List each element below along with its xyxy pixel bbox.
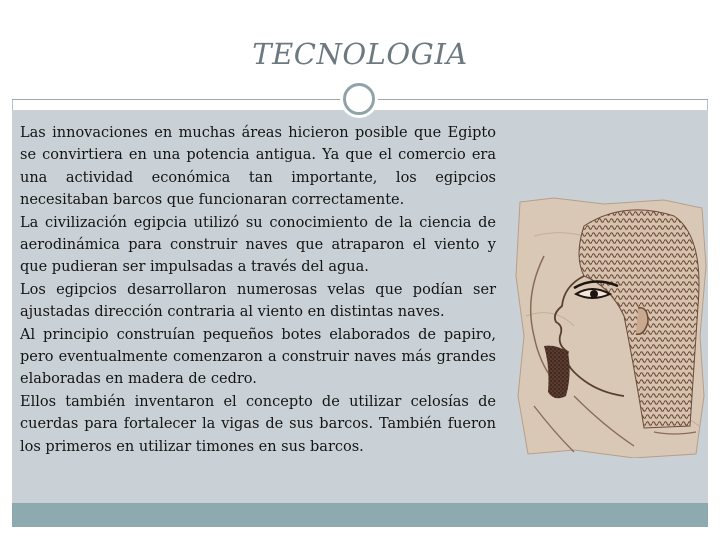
footer-band bbox=[12, 503, 708, 527]
egyptian-relief-image bbox=[514, 196, 708, 458]
paragraph-5: Ellos también inventaron el concepto de utilizar celosías de cuerdas para fortalecer la vigas de sus barcos. También fueron los primeros en utilizar timones en sus barcos. bbox=[20, 393, 496, 455]
circle-ornament-ring bbox=[343, 83, 375, 115]
paragraph-3: Los egipcios desarrollaron numerosas velas que podían ser ajustadas dirección contraria al viento en distintas naves. bbox=[20, 281, 496, 321]
title-divider-left bbox=[12, 99, 342, 100]
slide-title: TECNOLOGIA bbox=[252, 37, 468, 71]
title-divider-right bbox=[378, 99, 708, 100]
body-text bbox=[20, 122, 496, 458]
paragraph-2: La civilización egipcia utilizó su conocimiento de la ciencia de aerodinámica para construir naves que atraparon el viento y que pudieran ser impulsadas a través del agua. bbox=[20, 214, 496, 276]
paragraph-4: Al principio construían pequeños botes elaborados de papiro, pero eventualmente comenzaron a construir naves más grandes elaboradas en madera de cedro. bbox=[20, 326, 496, 388]
paragraph-1: Las innovaciones en muchas áreas hicieron posible que Egipto se convirtiera en una potencia antigua. Ya que el comercio era una actividad económica tan importante, los egipcios necesitaban barcos que funcionaran correctamente. bbox=[20, 125, 496, 209]
